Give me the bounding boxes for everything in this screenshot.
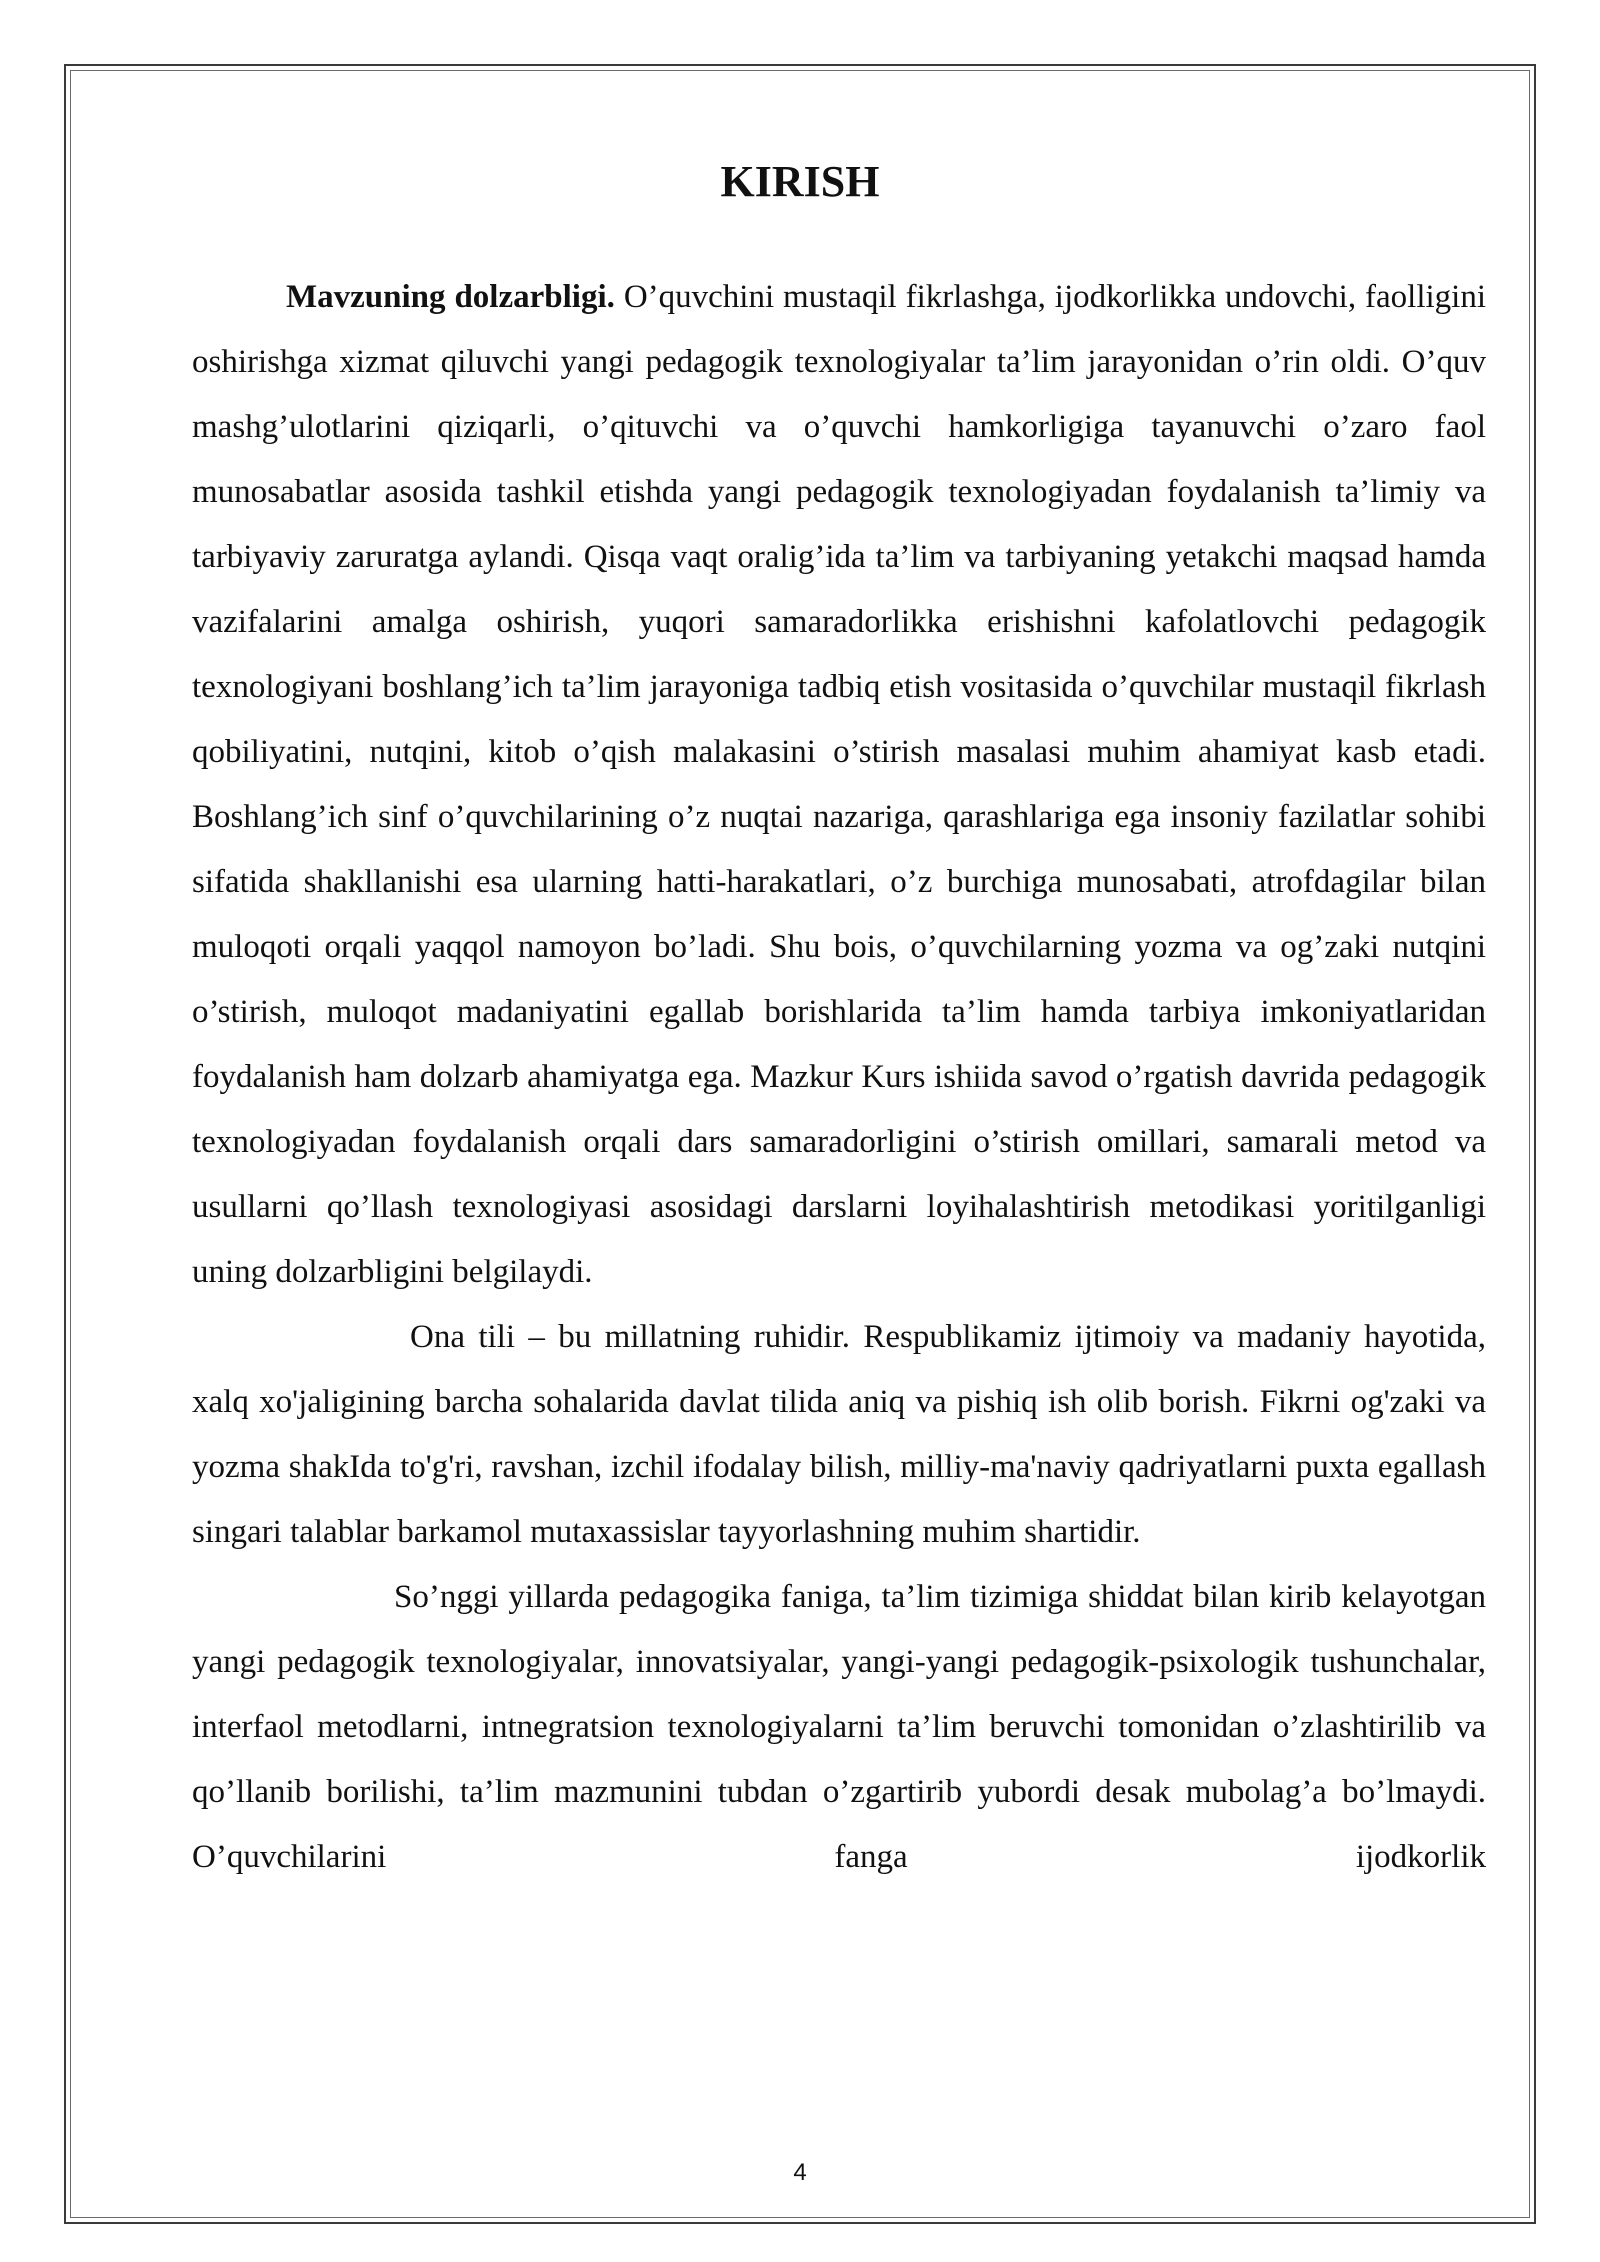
paragraph-pedagogy: So’nggi yillarda pedagogika faniga, ta’lim tizimiga shiddat bilan kirib kelayotgan yangi pedagogik texnologiyalar, innovatsiyalar, yangi-yangi pedagogik-psixologik tushunchalar, interfaol metodlarni, intnegratsion texnologiyalarni ta’lim beruvchi tomonidan o’zlashtirilib va qo’llanib borilishi, ta’lim mazmunini tubdan o’zgartirib yubordi desak mubolag’a bo’lmaydi. O’quvchilarini fanga ijodkorlik bbox=[192, 1579, 1486, 1875]
paragraph-lead: Mavzuning dolzarbligi. bbox=[286, 279, 615, 315]
paragraph-relevance bbox=[192, 265, 1486, 1305]
paragraph-text: O’quvchini mustaqil fikrlashga, ijodkorlikka undovchi, faolligini oshirishga xizmat qiluvchi yangi pedagogik texnologiyalar ta’lim jarayonidan o’rin oldi. O’quv mashg’ulotlarini qiziqarli, o’qituvchi va o’quvchi hamkorligiga tayanuvchi o’zaro faol munosabatlar asosida tashkil etishda yangi pedagogik texnologiyadan foydalanish ta’limiy va tarbiyaviy zaruratga aylandi. Qisqa vaqt oralig’ida ta’lim va tarbiyaning yetakchi maqsad hamda vazifalarini amalga oshirish, yuqori samaradorlikka erishishni kafolatlovchi pedagogik texnologiyani boshlang’ich ta’lim jarayoniga tadbiq etish vositasida o’quvchilar mustaqil fikrlash qobiliyatini, nutqini, kitob o’qish malakasini o’stirish masalasi muhim ahamiyat kasb etadi. Boshlang’ich sinf o’quvchilarining o’z nuqtai nazariga, qarashlariga ega insoniy fazilatlar sohibi sifatida shakllanishi esa ularning hatti-harakatlari, o’z burchiga munosabati, atrofdagilar bilan muloqoti orqali yaqqol namoyon bo’ladi. Shu bois, o’quvchilarning yozma va og’zaki nutqini o’stirish, muloqot madaniyatini egallab borishlarida ta’lim hamda tarbiya imkoniyatlaridan foydalanish ham dolzarb ahamiyatga ega. Mazkur Kurs ishiida savod o’rgatish davrida pedagogik texnologiyadan foydalanish orqali dars samaradorligini o’stirish omillari, samarali metod va usullarni qo’llash texnologiyasi asosidagi darslarni loyihalashtirish metodikasi yoritilganligi uning dolzarbligini belgilaydi. bbox=[192, 279, 1486, 1290]
page-number: 4 bbox=[793, 2159, 807, 2186]
page-title: KIRISH bbox=[720, 157, 880, 206]
paragraph-native-language: Ona tili – bu millatning ruhidir. Respublikamiz ijtimoiy va madaniy hayotida, xalq xo'jaligining barcha sohalarida davlat tilida aniq va pishiq ish olib borish. Fikrni og'zaki va yozma shakIda to'g'ri, ravshan, izchil ifodalay bilish, milliy-ma'naviy qadriyatlarni puxta egallash singari talablar barkamol mutaxassislar tayyorlashning muhim shartidir. bbox=[192, 1319, 1486, 1550]
document-body bbox=[192, 265, 1486, 1890]
